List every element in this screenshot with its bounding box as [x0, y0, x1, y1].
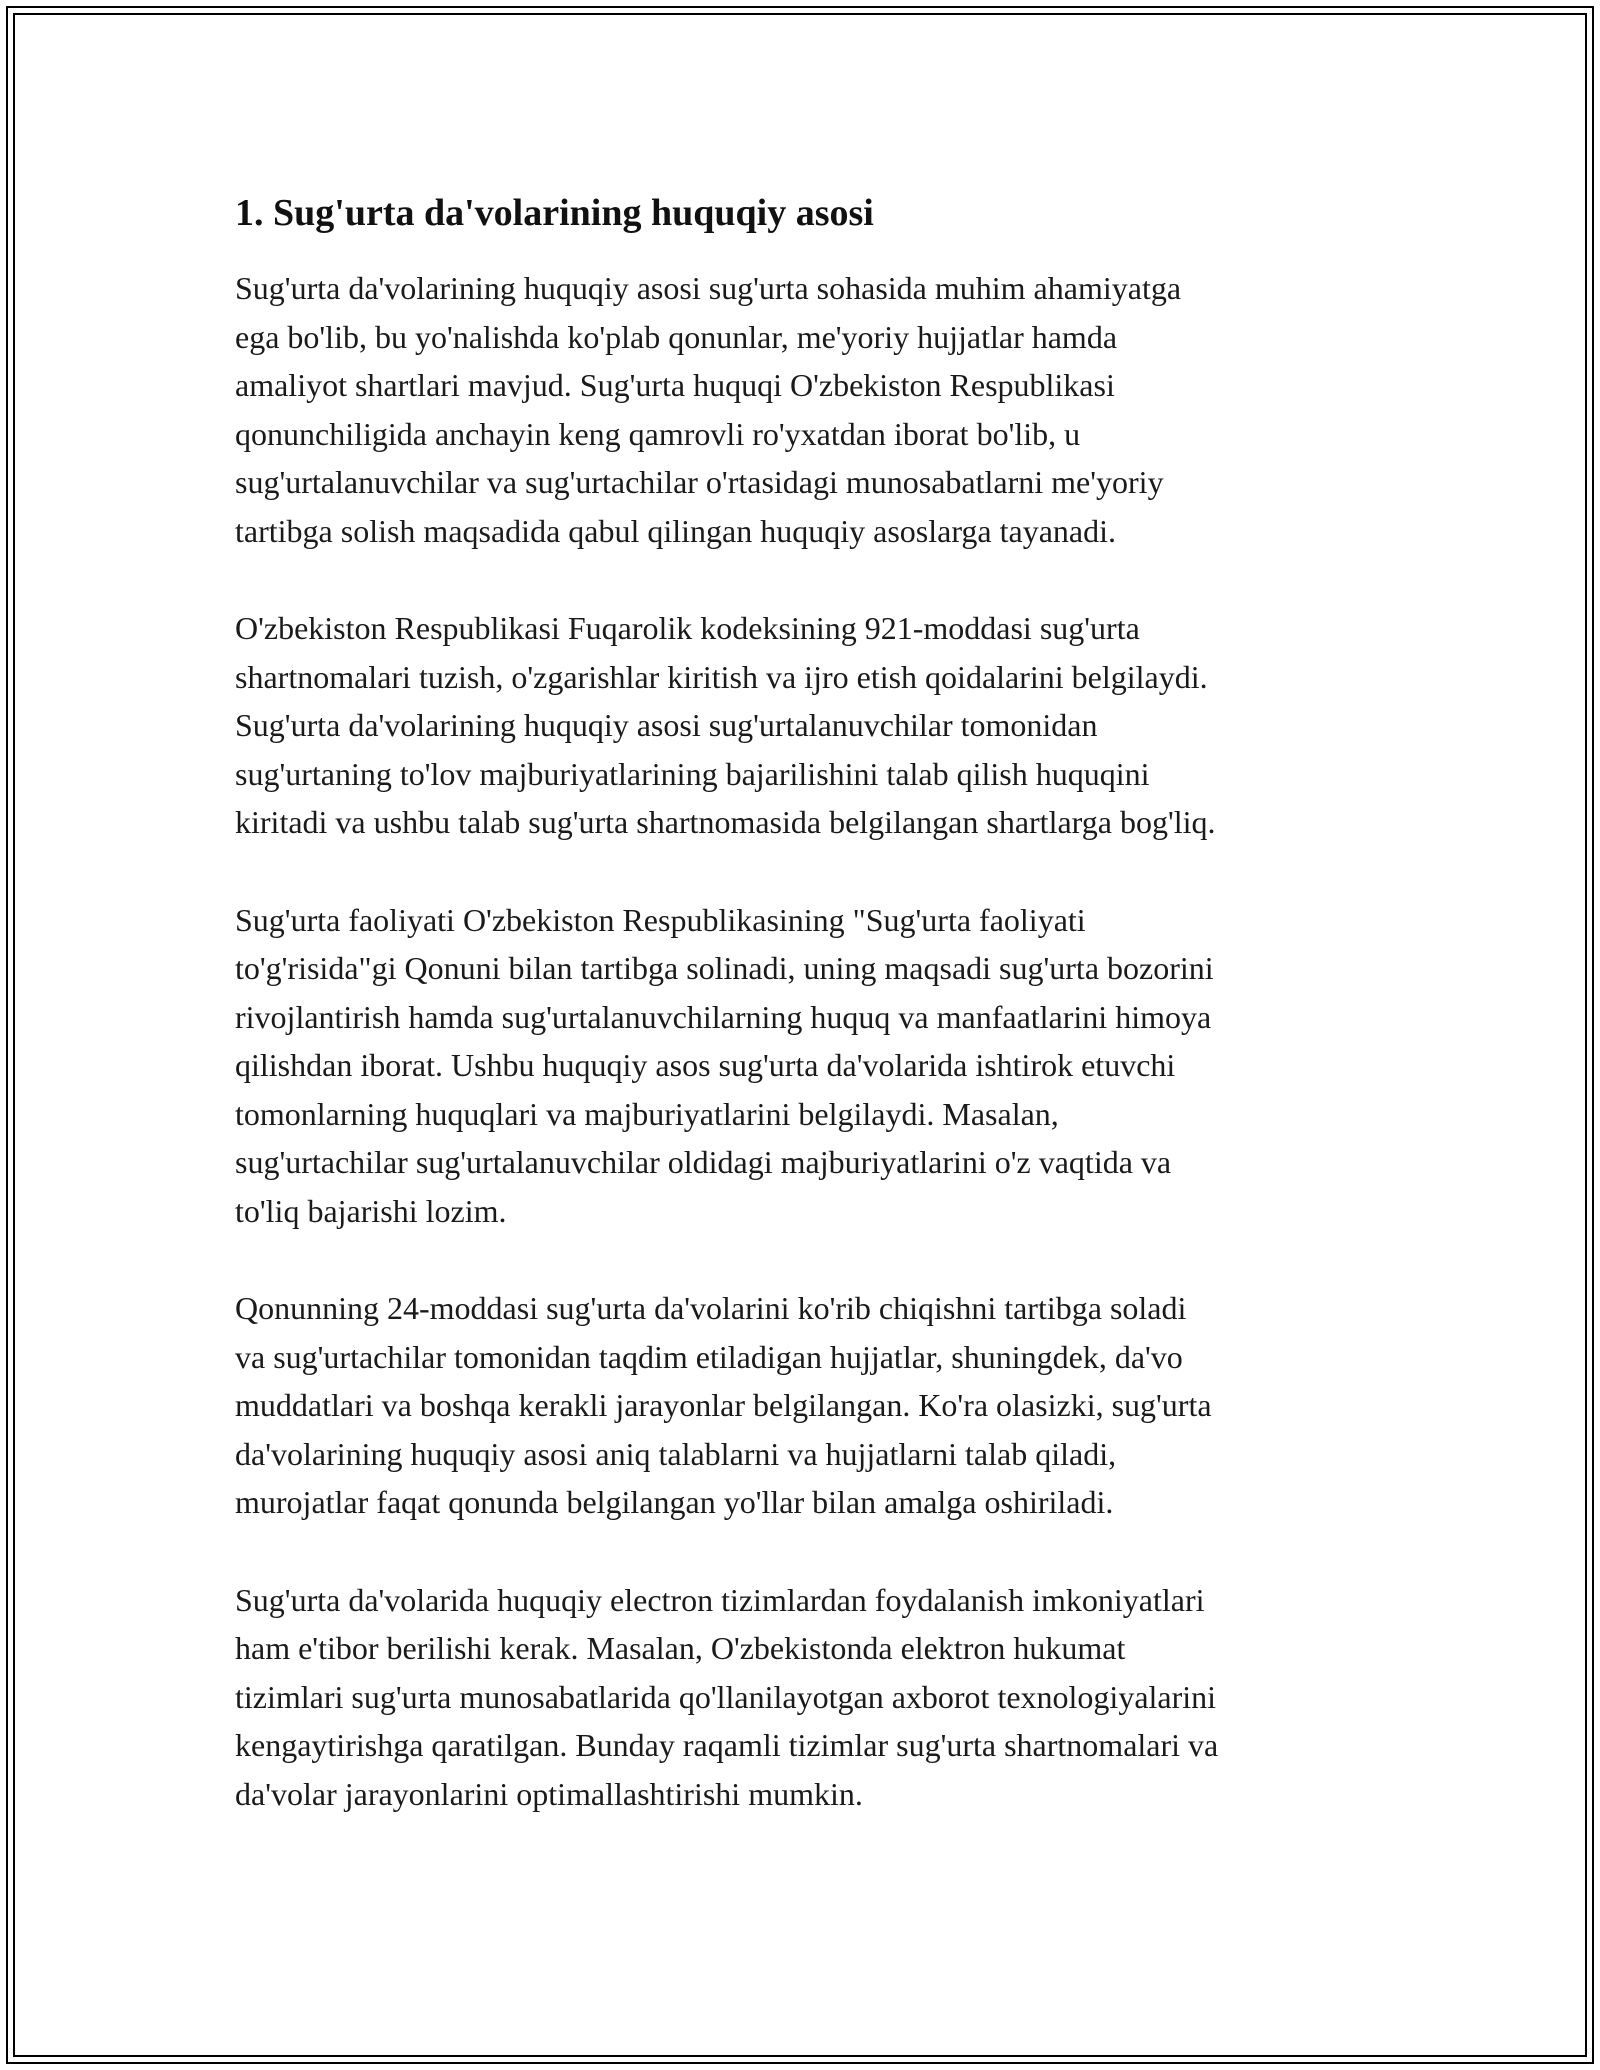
paragraph-line: to'g'risida"gi Qonuni bilan tartibga solinadi, uning maqsadi sug'urta bozorini: [235, 950, 1214, 986]
paragraph-line: rivojlantirish hamda sug'urtalanuvchilarning huquq va manfaatlarini himoya: [235, 998, 1212, 1035]
paragraph-line: qilishdan iborat. Ushbu huquqiy asos sug'urta da'volarida ishtirok etuvchi: [235, 1047, 1176, 1083]
paragraph-line: tartibga solish maqsadida qabul qilingan huquqiy asoslarga tayanadi.: [235, 512, 1116, 549]
section-title: 1. Sug'urta da'volarining huquqiy asosi: [235, 192, 874, 234]
paragraph-line: ham e'tibor berilishi kerak. Masalan, O'zbekistonda elektron hukumat: [235, 1630, 1126, 1666]
paragraph-line: muddatlari va boshqa kerakli jarayonlar belgilangan. Ko'ra olasizki, sug'urta: [235, 1387, 1212, 1423]
paragraph-line: da'volar jarayonlarini optimallashtirishi mumkin.: [235, 1775, 863, 1812]
paragraph-line: Sug'urta da'volarining huquqiy asosi sug'urtalanuvchilar tomonidan: [235, 707, 1098, 743]
paragraph-1: [235, 264, 1375, 555]
paragraph-line: amaliyot shartlari mavjud. Sug'urta huquqi O'zbekiston Respublikasi: [235, 367, 1115, 403]
paragraph-line: ega bo'lib, bu yo'nalishda ko'plab qonunlar, me'yoriy hujjatlar hamda: [235, 318, 1118, 355]
paragraph-line: Sug'urta faoliyati O'zbekiston Respublikasining "Sug'urta faoliyati: [235, 901, 1086, 938]
document-content: [235, 190, 1375, 1867]
paragraph-line: O'zbekiston Respublikasi Fuqarolik kodeksining 921-moddasi sug'urta: [235, 610, 1140, 646]
paragraph-3: [235, 896, 1375, 1236]
paragraph-line: sug'urtalanuvchilar va sug'urtachilar o'rtasidagi munosabatlarni me'yoriy: [235, 464, 1164, 500]
paragraph-line: qonunchiligida anchayin keng qamrovli ro'yxatdan iborat bo'lib, u: [235, 415, 1081, 452]
paragraph-line: murojatlar faqat qonunda belgilangan yo'llar bilan amalga oshiriladi.: [235, 1484, 1114, 1520]
paragraph-line: Sug'urta da'volarida huquqiy electron tizimlardan foydalanish imkoniyatlari: [235, 1581, 1205, 1618]
paragraph-line: da'volarining huquqiy asosi aniq talablarni va hujjatlarni talab qiladi,: [235, 1435, 1117, 1472]
paragraph-line: to'liq bajarishi lozim.: [235, 1192, 507, 1229]
paragraph-line: sug'urtachilar sug'urtalanuvchilar oldidagi majburiyatlarini o'z vaqtida va: [235, 1144, 1172, 1180]
paragraph-line: Qonunning 24-moddasi sug'urta da'volarini ko'rib chiqishni tartibga soladi: [235, 1290, 1187, 1326]
paragraph-2: [235, 604, 1375, 847]
paragraph-line: kengaytirishga qaratilgan. Bunday raqamli tizimlar sug'urta shartnomalari va: [235, 1727, 1219, 1763]
paragraph-4: [235, 1284, 1375, 1527]
paragraph-line: Sug'urta da'volarining huquqiy asosi sug'urta sohasida muhim ahamiyatga: [235, 270, 1182, 306]
paragraph-line: shartnomalari tuzish, o'zgarishlar kiritish va ijro etish qoidalarini belgilaydi.: [235, 658, 1208, 695]
paragraph-line: tizimlari sug'urta munosabatlarida qo'llanilayotgan axborot texnologiyalarini: [235, 1678, 1217, 1715]
paragraph-line: kiritadi va ushbu talab sug'urta shartnomasida belgilangan shartlarga bog'liq.: [235, 804, 1216, 840]
paragraph-line: tomonlarning huquqlari va majburiyatlarini belgilaydi. Masalan,: [235, 1095, 1059, 1132]
paragraph-line: va sug'urtachilar tomonidan taqdim etiladigan hujjatlar, shuningdek, da'vo: [235, 1338, 1183, 1375]
paragraph-line: sug'urtaning to'lov majburiyatlarining bajarilishini talab qilish huquqini: [235, 755, 1150, 792]
paragraph-5: [235, 1576, 1375, 1819]
